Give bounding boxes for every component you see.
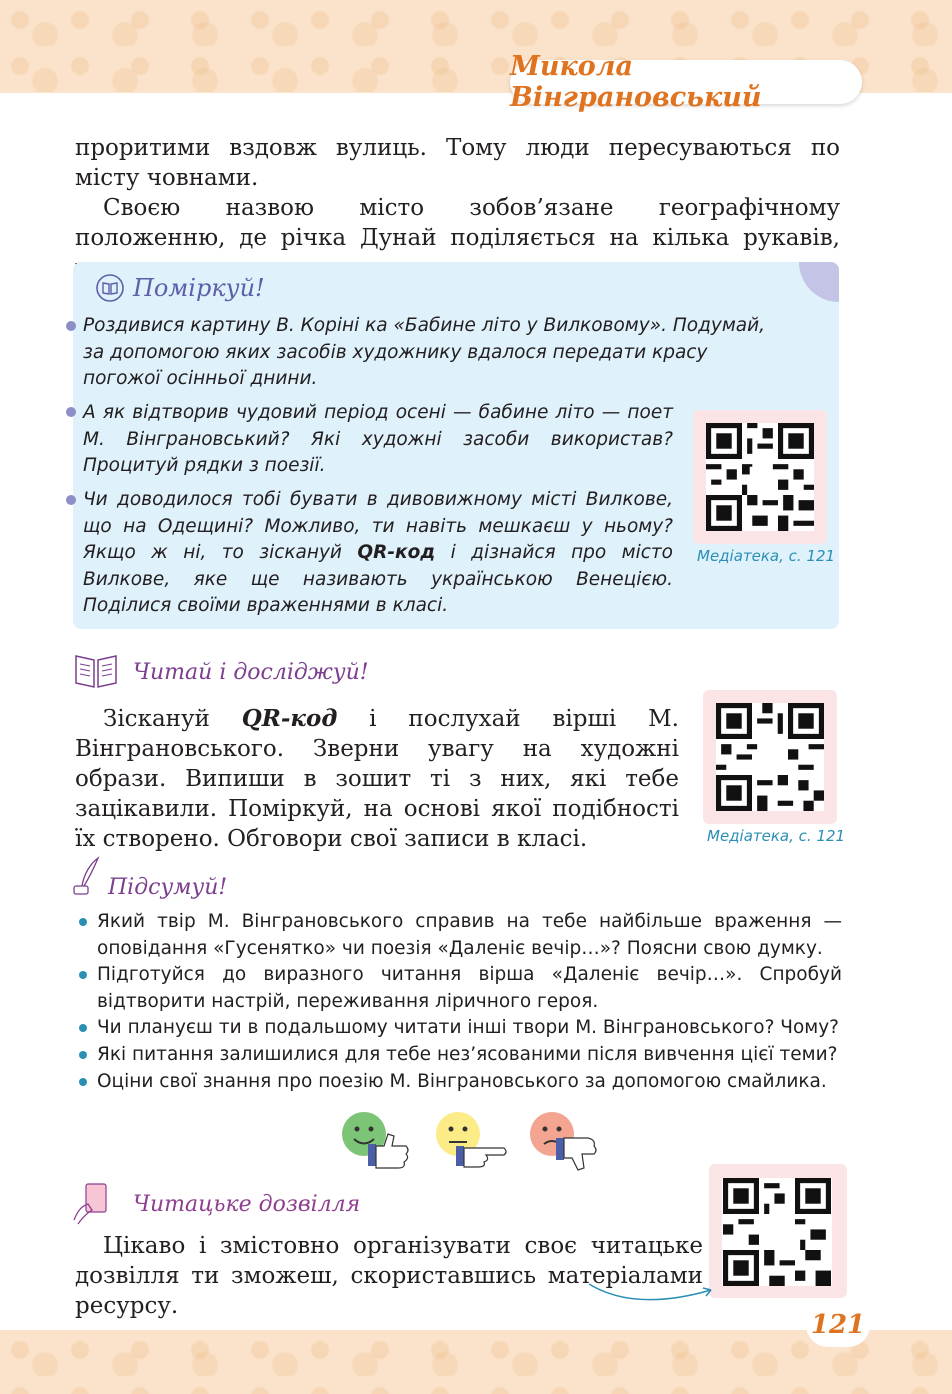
think-qr-label: QR-код: [357, 542, 436, 563]
summary-item-1: Який твір М. Вінграновського справив на тебе найбільше враження — оповідання «Гусенятко» чи поезія «Даленіє вечір…»? Поясни свою думку.: [97, 911, 842, 959]
intro-paragraph-1: проритими вздовж вулиць. Тому люди пересуваються по місту човнами.: [75, 135, 840, 191]
summary-item-2: Підготуйся до виразного читання вірша «Даленіє вечір…». Спробуй відтворити настрій, переживання ліричного героя.: [97, 964, 842, 1012]
happy-thumbs-up-icon[interactable]: [340, 1110, 414, 1172]
qr-code-icon[interactable]: [706, 423, 814, 531]
intro-paragraph-2: Своєю назвою місто зобов’язане географічному положенню, де річка Дунай поділяється на кілька рукавів,: [75, 195, 840, 251]
page-number: [806, 1303, 870, 1347]
bullet-dot: [66, 321, 76, 331]
leisure-title: Читацьке дозвілля: [133, 1192, 361, 1217]
summary-title: Підсумуй!: [108, 875, 228, 900]
qr-code-icon[interactable]: [716, 703, 824, 811]
read-paragraph: [75, 704, 679, 854]
think-item-3: [83, 487, 673, 620]
bullet-dot: [79, 1051, 87, 1059]
qr-caption: Медіатека, с. 121: [697, 547, 836, 565]
book-circle-icon: [95, 273, 125, 303]
qr-caption: Медіатека, с. 121: [707, 827, 846, 845]
sad-thumbs-down-icon[interactable]: [528, 1110, 602, 1176]
quill-ink-icon: [72, 856, 102, 896]
leisure-paragraph: Цікаво і змістовно організувати своє читацьке дозвілля ти зможеш, скориставшись матеріалами ресурсу.: [75, 1233, 703, 1319]
think-item-3-b: і дізнайся про місто Вилкове, яке ще називають українською Венецією. Поділися своїми враженнями в класі.: [83, 542, 673, 616]
bullet-dot: [79, 918, 87, 926]
open-book-icon: [74, 652, 118, 690]
corner-decor: [799, 262, 839, 302]
think-item-3-a: Чи доводилося тобі бувати в дивовижному місті Вилкове, що на Одещині? Можливо, ти навіть мешкаєш у ньому? Якщо ж ні, то зіскануй: [83, 489, 673, 563]
page-number-text: 121: [810, 1310, 866, 1340]
read-text-a: Зіскануй: [103, 706, 242, 732]
arrow-icon: [585, 1278, 720, 1308]
think-heading: [95, 273, 265, 303]
summary-item-4: Які питання залишилися для тебе нез’ясованими після вивчення цієї теми?: [97, 1044, 838, 1065]
read-title: Читай і досліджуй!: [133, 660, 369, 685]
header-author-tab: [510, 51, 862, 113]
read-text-b: і послухай вірші М. Вінграновського. Зверни увагу на художні образи. Випиши в зошит ті з них, які тебе зацікавили. Поміркуй, на основі якої подібності їх створено. Обговори свої записи в класі.: [75, 706, 679, 852]
bullet-dot: [66, 407, 76, 417]
neutral-point-icon[interactable]: [434, 1110, 510, 1172]
bullet-dot: [79, 1024, 87, 1032]
tablet-hand-icon: [72, 1180, 110, 1226]
bullet-dot: [66, 495, 76, 505]
think-title: Поміркуй!: [133, 274, 265, 302]
bullet-dot: [79, 971, 87, 979]
summary-item-5: Оціни свої знання про поезію М. Вінграновського за допомогою смайлика.: [97, 1071, 827, 1092]
summary-item-3: Чи плануєш ти в подальшому читати інші твори М. Вінграновського? Чому?: [97, 1017, 839, 1038]
author-name: Микола Вінграновський: [510, 51, 762, 113]
bottom-decor-band: [0, 1330, 952, 1394]
think-item-2: А як відтворив чудовий період осені — бабине літо — поет М. Вінграновський? Які художні засоби використав? Процитуй рядки з поезії.: [83, 402, 673, 476]
read-qr-label: QR-код: [241, 705, 338, 732]
bullet-dot: [79, 1078, 87, 1086]
qr-code-icon[interactable]: [722, 1178, 832, 1286]
think-item-1: Роздивися картину В. Коріні ка «Бабине літо у Вилковому». Подумай, за допомогою яких засобів художнику вдалося передати красу погожої осінньої днини.: [83, 315, 766, 389]
